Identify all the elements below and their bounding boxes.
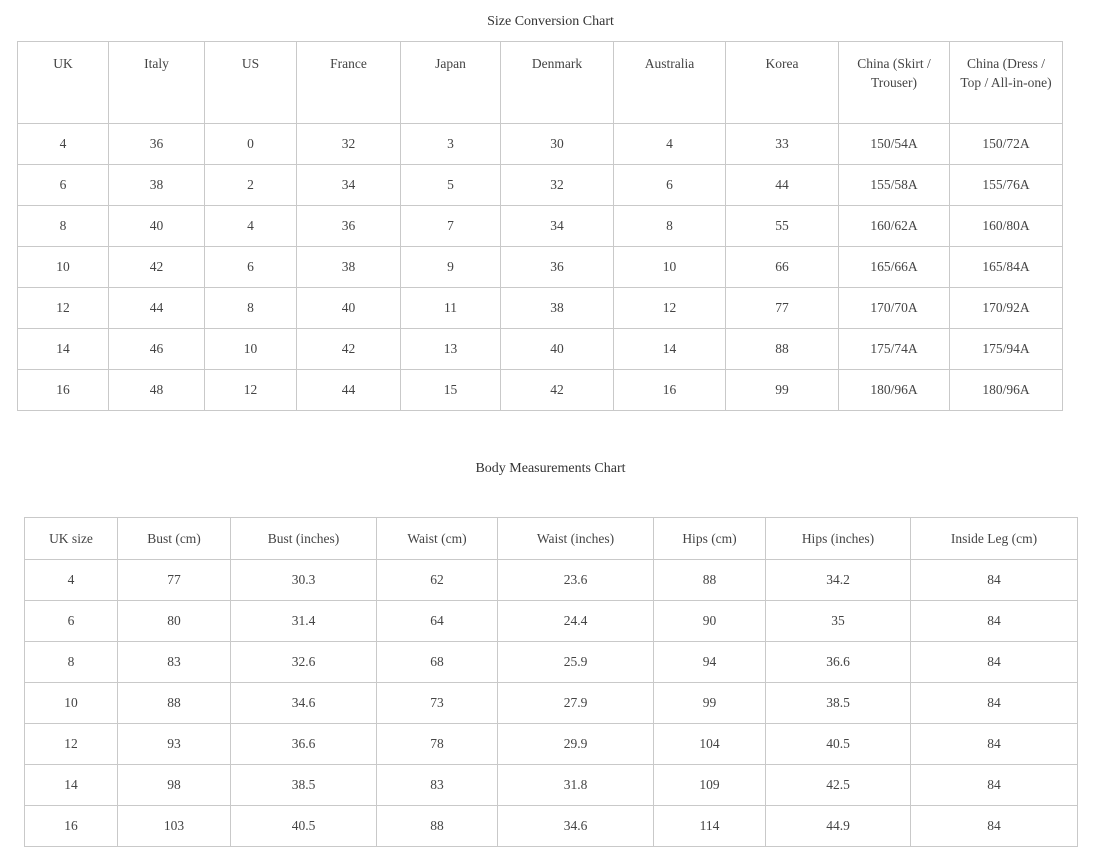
table-cell: 160/80A [950, 206, 1063, 247]
table-cell: 32 [297, 124, 401, 165]
table-cell: 34 [501, 206, 614, 247]
table-cell: 170/92A [950, 288, 1063, 329]
table-cell: 4 [18, 124, 109, 165]
table-cell: 46 [109, 329, 205, 370]
table-cell: 13 [401, 329, 501, 370]
table-cell: 150/72A [950, 124, 1063, 165]
table-cell: 38 [501, 288, 614, 329]
table-cell: 175/94A [950, 329, 1063, 370]
table-cell: 88 [377, 806, 498, 847]
table-cell: 93 [118, 724, 231, 765]
table-cell: 12 [25, 724, 118, 765]
table-cell: 150/54A [839, 124, 950, 165]
size-conversion-table [17, 41, 1063, 411]
table-cell: 14 [18, 329, 109, 370]
table-cell: 78 [377, 724, 498, 765]
table-cell: 6 [18, 165, 109, 206]
table-row [18, 165, 1063, 206]
table-cell: 84 [911, 765, 1078, 806]
column-header: UK [18, 42, 109, 124]
table-cell: 12 [18, 288, 109, 329]
table-row [25, 683, 1078, 724]
table-cell: 109 [654, 765, 766, 806]
table-cell: 170/70A [839, 288, 950, 329]
table-cell: 77 [726, 288, 839, 329]
column-header: Hips (inches) [766, 518, 911, 560]
column-header: Waist (inches) [498, 518, 654, 560]
column-header: US [205, 42, 297, 124]
table-cell: 11 [401, 288, 501, 329]
table-cell: 84 [911, 642, 1078, 683]
table-cell: 8 [205, 288, 297, 329]
table-cell: 48 [109, 370, 205, 411]
table-cell: 73 [377, 683, 498, 724]
table-cell: 36 [109, 124, 205, 165]
table-cell: 155/76A [950, 165, 1063, 206]
table-row [18, 124, 1063, 165]
table-cell: 55 [726, 206, 839, 247]
table-row [18, 288, 1063, 329]
table-cell: 38.5 [231, 765, 377, 806]
table-cell: 88 [726, 329, 839, 370]
column-header: Inside Leg (cm) [911, 518, 1078, 560]
table-cell: 34.6 [498, 806, 654, 847]
table-cell: 165/66A [839, 247, 950, 288]
table-cell: 10 [614, 247, 726, 288]
table-cell: 103 [118, 806, 231, 847]
table-cell: 35 [766, 601, 911, 642]
column-header: Australia [614, 42, 726, 124]
table-row [25, 601, 1078, 642]
table-row [18, 370, 1063, 411]
column-header: Bust (inches) [231, 518, 377, 560]
table-cell: 44 [109, 288, 205, 329]
table-cell: 42 [109, 247, 205, 288]
table-cell: 14 [25, 765, 118, 806]
table-row [18, 247, 1063, 288]
table-cell: 33 [726, 124, 839, 165]
table-cell: 44 [726, 165, 839, 206]
table-cell: 99 [654, 683, 766, 724]
table-cell: 12 [614, 288, 726, 329]
table-cell: 8 [25, 642, 118, 683]
table-cell: 9 [401, 247, 501, 288]
table-cell: 175/74A [839, 329, 950, 370]
table-cell: 8 [18, 206, 109, 247]
table-cell: 68 [377, 642, 498, 683]
table-cell: 90 [654, 601, 766, 642]
column-header: Bust (cm) [118, 518, 231, 560]
table-cell: 10 [205, 329, 297, 370]
table-cell: 6 [25, 601, 118, 642]
table-cell: 34.6 [231, 683, 377, 724]
table-cell: 10 [25, 683, 118, 724]
table-cell: 160/62A [839, 206, 950, 247]
table-row [18, 329, 1063, 370]
column-header: Denmark [501, 42, 614, 124]
table-cell: 34.2 [766, 560, 911, 601]
table-cell: 38 [297, 247, 401, 288]
table-cell: 40.5 [766, 724, 911, 765]
table-cell: 180/96A [839, 370, 950, 411]
column-header: Japan [401, 42, 501, 124]
table-cell: 4 [205, 206, 297, 247]
column-header: China (Dress / Top / All-in-one) [950, 42, 1063, 124]
table-cell: 180/96A [950, 370, 1063, 411]
table-cell: 114 [654, 806, 766, 847]
column-header: Italy [109, 42, 205, 124]
column-header: UK size [25, 518, 118, 560]
table-cell: 84 [911, 601, 1078, 642]
table-cell: 84 [911, 724, 1078, 765]
table-cell: 36 [501, 247, 614, 288]
table-cell: 77 [118, 560, 231, 601]
table-cell: 155/58A [839, 165, 950, 206]
table-cell: 98 [118, 765, 231, 806]
table-cell: 4 [25, 560, 118, 601]
table-cell: 88 [118, 683, 231, 724]
table-cell: 84 [911, 560, 1078, 601]
table-row [18, 206, 1063, 247]
table-cell: 8 [614, 206, 726, 247]
table-cell: 6 [614, 165, 726, 206]
table-cell: 42.5 [766, 765, 911, 806]
table-row [25, 642, 1078, 683]
table-cell: 94 [654, 642, 766, 683]
column-header: Hips (cm) [654, 518, 766, 560]
table-cell: 12 [205, 370, 297, 411]
table-cell: 31.8 [498, 765, 654, 806]
table-cell: 83 [118, 642, 231, 683]
table-cell: 16 [25, 806, 118, 847]
body-measurements-table [24, 517, 1078, 847]
table-cell: 4 [614, 124, 726, 165]
table-cell: 66 [726, 247, 839, 288]
table-cell: 84 [911, 683, 1078, 724]
table-cell: 36.6 [231, 724, 377, 765]
table-cell: 6 [205, 247, 297, 288]
size-conversion-title: Size Conversion Chart [487, 14, 614, 29]
table-cell: 5 [401, 165, 501, 206]
table-cell: 25.9 [498, 642, 654, 683]
table-cell: 44 [297, 370, 401, 411]
body-measurements-title: Body Measurements Chart [475, 461, 626, 476]
table-cell: 64 [377, 601, 498, 642]
table-cell: 99 [726, 370, 839, 411]
table-cell: 0 [205, 124, 297, 165]
table-cell: 29.9 [498, 724, 654, 765]
table-row [25, 765, 1078, 806]
column-header: France [297, 42, 401, 124]
table-header-row [25, 518, 1078, 560]
table-cell: 34 [297, 165, 401, 206]
table-row [25, 806, 1078, 847]
table-cell: 2 [205, 165, 297, 206]
table-cell: 40 [501, 329, 614, 370]
table-cell: 24.4 [498, 601, 654, 642]
table-row [25, 724, 1078, 765]
table-cell: 44.9 [766, 806, 911, 847]
table-cell: 10 [18, 247, 109, 288]
table-cell: 16 [614, 370, 726, 411]
table-cell: 14 [614, 329, 726, 370]
table-cell: 40 [109, 206, 205, 247]
table-cell: 88 [654, 560, 766, 601]
table-cell: 15 [401, 370, 501, 411]
column-header: Waist (cm) [377, 518, 498, 560]
table-header-row [18, 42, 1063, 124]
table-cell: 23.6 [498, 560, 654, 601]
table-cell: 40.5 [231, 806, 377, 847]
table-cell: 80 [118, 601, 231, 642]
table-cell: 42 [297, 329, 401, 370]
table-cell: 27.9 [498, 683, 654, 724]
table-cell: 36 [297, 206, 401, 247]
table-cell: 165/84A [950, 247, 1063, 288]
table-cell: 31.4 [231, 601, 377, 642]
table-cell: 30.3 [231, 560, 377, 601]
table-cell: 62 [377, 560, 498, 601]
table-cell: 36.6 [766, 642, 911, 683]
table-cell: 42 [501, 370, 614, 411]
table-cell: 84 [911, 806, 1078, 847]
column-header: Korea [726, 42, 839, 124]
table-cell: 7 [401, 206, 501, 247]
table-cell: 32.6 [231, 642, 377, 683]
table-cell: 30 [501, 124, 614, 165]
table-cell: 83 [377, 765, 498, 806]
table-cell: 16 [18, 370, 109, 411]
table-row [25, 560, 1078, 601]
table-cell: 3 [401, 124, 501, 165]
column-header: China (Skirt / Trouser) [839, 42, 950, 124]
table-cell: 32 [501, 165, 614, 206]
table-cell: 38.5 [766, 683, 911, 724]
table-cell: 40 [297, 288, 401, 329]
table-cell: 104 [654, 724, 766, 765]
table-cell: 38 [109, 165, 205, 206]
